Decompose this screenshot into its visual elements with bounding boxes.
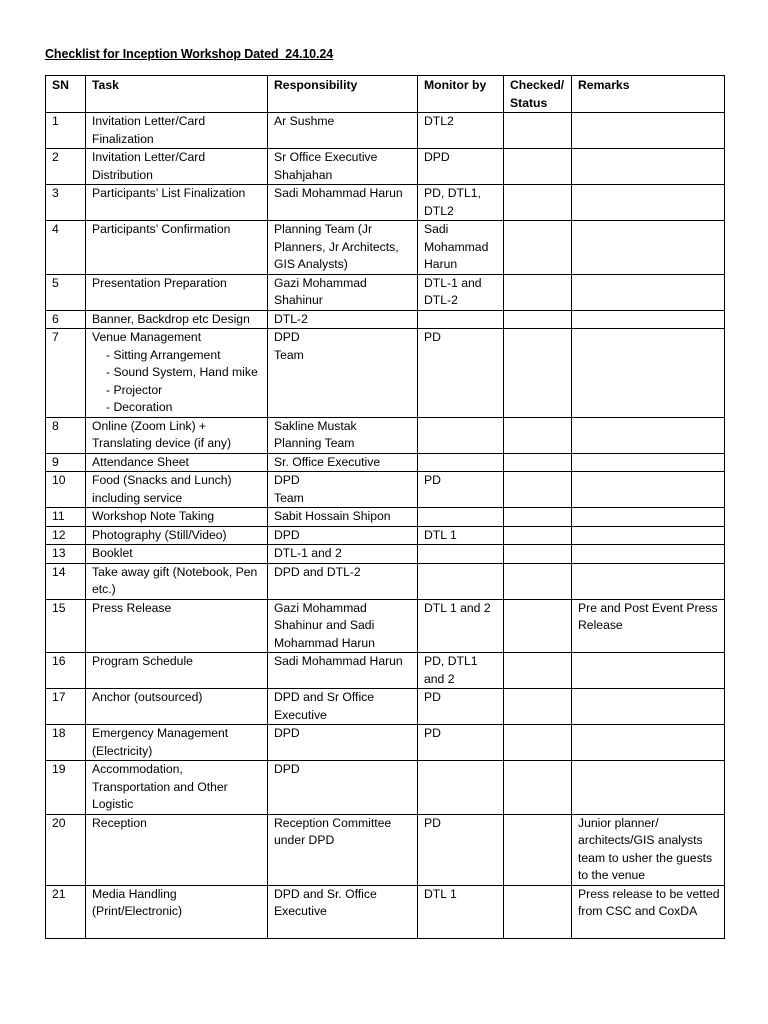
cell-checked-status[interactable] xyxy=(504,563,572,599)
cell-monitor-by: PD, DTL1, DTL2 xyxy=(418,185,504,221)
cell-remarks: Pre and Post Event Press Release xyxy=(572,599,725,653)
cell-checked-status[interactable] xyxy=(504,508,572,527)
table-row xyxy=(46,599,725,653)
table-row xyxy=(46,761,725,815)
table-row xyxy=(46,113,725,149)
task-label: Booklet xyxy=(92,546,133,560)
checklist-table xyxy=(45,75,725,939)
cell-checked-status[interactable] xyxy=(504,274,572,310)
responsibility-label: Sakline Mustak xyxy=(274,418,357,433)
table-row xyxy=(46,310,725,329)
cell-monitor-by: DTL 1 and 2 xyxy=(418,599,504,653)
task-label: Venue Management xyxy=(92,330,202,344)
cell-checked-status[interactable] xyxy=(504,417,572,453)
cell-monitor-by xyxy=(418,417,504,453)
cell-remarks xyxy=(572,221,725,275)
cell-task xyxy=(86,185,268,221)
cell-monitor-by: DPD xyxy=(418,149,504,185)
cell-task xyxy=(86,689,268,725)
table-row xyxy=(46,417,725,453)
cell-checked-status[interactable] xyxy=(504,689,572,725)
cell-remarks xyxy=(572,563,725,599)
responsibility-label: DPD and DTL-2 xyxy=(274,564,361,579)
cell-task xyxy=(86,526,268,545)
table-row xyxy=(46,221,725,275)
responsibility-label: Reception Committee under DPD xyxy=(274,815,392,847)
task-label: Reception xyxy=(92,815,147,830)
task-label: Accommodation, Transportation and Other Logistic xyxy=(92,762,228,811)
cell-responsibility xyxy=(268,689,418,725)
cell-sn: 11 xyxy=(46,508,86,527)
cell-monitor-by xyxy=(418,310,504,329)
table-row xyxy=(46,689,725,725)
cell-sn: 20 xyxy=(46,814,86,885)
responsibility-label: Sabit Hossain Shipon xyxy=(274,509,391,523)
cell-remarks xyxy=(572,113,725,149)
table-row xyxy=(46,149,725,185)
cell-remarks xyxy=(572,545,725,564)
cell-checked-status[interactable] xyxy=(504,113,572,149)
responsibility-label: DTL-1 and 2 xyxy=(274,546,342,560)
cell-task xyxy=(86,563,268,599)
cell-responsibility xyxy=(268,526,418,545)
cell-checked-status[interactable] xyxy=(504,221,572,275)
responsibility-label: DPD xyxy=(274,473,300,487)
cell-sn: 18 xyxy=(46,725,86,761)
task-label: Workshop Note Taking xyxy=(92,509,215,523)
table-row xyxy=(46,814,725,885)
cell-sn: 10 xyxy=(46,472,86,508)
responsibility-label-2: Planning Team xyxy=(274,436,355,450)
cell-monitor-by xyxy=(418,563,504,599)
cell-monitor-by: DTL 1 xyxy=(418,526,504,545)
cell-monitor-by: PD xyxy=(418,689,504,725)
table-row xyxy=(46,472,725,508)
cell-task xyxy=(86,761,268,815)
table-row xyxy=(46,329,725,418)
cell-remarks xyxy=(572,653,725,689)
cell-sn: 2 xyxy=(46,149,86,185)
responsibility-label: Sadi Mohammad Harun xyxy=(274,186,403,200)
cell-remarks xyxy=(572,149,725,185)
cell-monitor-by: PD xyxy=(418,814,504,885)
cell-sn: 7 xyxy=(46,329,86,418)
cell-task xyxy=(86,453,268,472)
cell-remarks xyxy=(572,274,725,310)
cell-responsibility xyxy=(268,761,418,815)
task-label: Presentation Preparation xyxy=(92,275,227,290)
cell-checked-status[interactable] xyxy=(504,761,572,815)
cell-responsibility xyxy=(268,653,418,689)
responsibility-label: Sr Office Executive Shahjahan xyxy=(274,150,378,182)
cell-monitor-by: DTL 1 xyxy=(418,885,504,938)
cell-responsibility xyxy=(268,453,418,472)
cell-task xyxy=(86,725,268,761)
cell-monitor-by xyxy=(418,508,504,527)
cell-sn: 16 xyxy=(46,653,86,689)
subtask-item: - Decoration xyxy=(106,400,173,414)
task-label: Anchor (outsourced) xyxy=(92,690,203,704)
cell-remarks xyxy=(572,472,725,508)
responsibility-label: Sr. Office Executive xyxy=(274,454,381,469)
task-label: Emergency Management (Electricity) xyxy=(92,726,229,758)
responsibility-label: DPD xyxy=(274,726,300,740)
table-row xyxy=(46,545,725,564)
cell-remarks xyxy=(572,526,725,545)
cell-task xyxy=(86,417,268,453)
header-checked-status: Checked/ Status xyxy=(504,76,572,113)
cell-checked-status[interactable] xyxy=(504,545,572,564)
document-title: Checklist for Inception Workshop Dated 24.10.24 xyxy=(45,47,334,61)
task-label: Banner, Backdrop etc Design xyxy=(92,311,250,326)
cell-sn: 4 xyxy=(46,221,86,275)
cell-task xyxy=(86,274,268,310)
table-row xyxy=(46,453,725,472)
table-row xyxy=(46,725,725,761)
cell-sn: 14 xyxy=(46,563,86,599)
cell-task xyxy=(86,329,268,418)
table-row xyxy=(46,508,725,527)
task-label: Food (Snacks and Lunch) including service xyxy=(92,473,232,505)
responsibility-label: DPD xyxy=(274,527,300,542)
cell-responsibility xyxy=(268,508,418,527)
header-monitor-by: Monitor by xyxy=(418,76,504,113)
cell-checked-status[interactable] xyxy=(504,653,572,689)
cell-monitor-by: DTL2 xyxy=(418,113,504,149)
table-row xyxy=(46,526,725,545)
cell-remarks xyxy=(572,761,725,815)
cell-checked-status[interactable] xyxy=(504,526,572,545)
responsibility-label: DPD and Sr. Office Executive xyxy=(274,886,377,918)
cell-responsibility xyxy=(268,113,418,149)
table-header-row xyxy=(46,76,725,113)
cell-responsibility xyxy=(268,310,418,329)
cell-responsibility xyxy=(268,149,418,185)
task-label: Online (Zoom Link) + Translating device (if any) xyxy=(92,418,232,450)
cell-checked-status[interactable] xyxy=(504,814,572,885)
cell-checked-status[interactable] xyxy=(504,310,572,329)
responsibility-label: DPD xyxy=(274,762,300,776)
cell-monitor-by: PD xyxy=(418,329,504,418)
responsibility-label-2: Team xyxy=(274,490,304,505)
cell-monitor-by xyxy=(418,761,504,815)
responsibility-label: Planning Team (Jr Planners, Jr Architects, GIS Analysts) xyxy=(274,222,399,271)
cell-monitor-by xyxy=(418,453,504,472)
cell-task xyxy=(86,149,268,185)
cell-monitor-by: DTL-1 and DTL-2 xyxy=(418,274,504,310)
cell-checked-status[interactable] xyxy=(504,453,572,472)
cell-remarks xyxy=(572,185,725,221)
cell-monitor-by: PD xyxy=(418,725,504,761)
cell-sn: 13 xyxy=(46,545,86,564)
cell-sn: 3 xyxy=(46,185,86,221)
cell-checked-status[interactable] xyxy=(504,185,572,221)
cell-responsibility xyxy=(268,545,418,564)
cell-sn: 12 xyxy=(46,526,86,545)
cell-sn: 15 xyxy=(46,599,86,653)
cell-task xyxy=(86,113,268,149)
cell-sn: 21 xyxy=(46,885,86,938)
cell-task xyxy=(86,814,268,885)
task-label: Invitation Letter/Card Distribution xyxy=(92,150,206,182)
subtask-item: - Projector xyxy=(106,382,163,397)
cell-task xyxy=(86,508,268,527)
responsibility-label: DPD and Sr Office Executive xyxy=(274,690,375,722)
cell-remarks xyxy=(572,417,725,453)
cell-task xyxy=(86,221,268,275)
cell-task xyxy=(86,545,268,564)
header-task: Task xyxy=(86,76,268,113)
cell-task xyxy=(86,885,268,938)
task-label: Participants’ List Finalization xyxy=(92,186,246,200)
cell-task xyxy=(86,310,268,329)
cell-remarks xyxy=(572,310,725,329)
cell-remarks xyxy=(572,508,725,527)
table-row xyxy=(46,653,725,689)
cell-remarks xyxy=(572,453,725,472)
cell-task xyxy=(86,472,268,508)
cell-responsibility xyxy=(268,725,418,761)
cell-responsibility xyxy=(268,885,418,938)
cell-sn: 1 xyxy=(46,113,86,149)
task-label: Participants’ Confirmation xyxy=(92,222,231,236)
header-responsibility: Responsibility xyxy=(268,76,418,113)
table-row xyxy=(46,885,725,938)
task-label: Press Release xyxy=(92,600,172,615)
responsibility-label: Sadi Mohammad Harun xyxy=(274,654,403,668)
cell-responsibility xyxy=(268,814,418,885)
task-label: Take away gift (Notebook, Pen etc.) xyxy=(92,564,258,596)
cell-monitor-by: PD xyxy=(418,472,504,508)
cell-responsibility xyxy=(268,185,418,221)
cell-responsibility xyxy=(268,274,418,310)
subtask-item: - Sound System, Hand mike xyxy=(106,365,258,379)
cell-remarks: Press release to be vetted from CSC and CoxDA xyxy=(572,885,725,938)
header-sn: SN xyxy=(46,76,86,113)
cell-monitor-by xyxy=(418,545,504,564)
cell-monitor-by: Sadi Mohammad Harun xyxy=(418,221,504,275)
cell-remarks: Junior planner/ architects/GIS analysts team to usher the guests to the venue xyxy=(572,814,725,885)
cell-task xyxy=(86,653,268,689)
cell-checked-status[interactable] xyxy=(504,725,572,761)
cell-sn: 17 xyxy=(46,689,86,725)
cell-checked-status[interactable] xyxy=(504,149,572,185)
table-row xyxy=(46,185,725,221)
responsibility-label: Gazi Mohammad Shahinur and Sadi Mohammad Harun xyxy=(274,600,375,650)
cell-responsibility xyxy=(268,417,418,453)
cell-monitor-by: PD, DTL1 and 2 xyxy=(418,653,504,689)
table-row xyxy=(46,274,725,310)
cell-responsibility xyxy=(268,563,418,599)
responsibility-label: Gazi Mohammad Shahinur xyxy=(274,275,367,307)
table-row xyxy=(46,563,725,599)
task-label: Photography (Still/Video) xyxy=(92,527,227,542)
task-label: Program Schedule xyxy=(92,654,193,668)
task-label: Media Handling (Print/Electronic) xyxy=(92,886,183,918)
task-label: Attendance Sheet xyxy=(92,454,189,469)
cell-checked-status[interactable] xyxy=(504,599,572,653)
cell-sn: 5 xyxy=(46,274,86,310)
responsibility-label: DPD xyxy=(274,330,300,344)
responsibility-label-2: Team xyxy=(274,347,304,362)
cell-sn: 9 xyxy=(46,453,86,472)
cell-remarks xyxy=(572,725,725,761)
cell-responsibility xyxy=(268,221,418,275)
header-remarks: Remarks xyxy=(572,76,725,113)
cell-sn: 8 xyxy=(46,417,86,453)
cell-checked-status[interactable] xyxy=(504,885,572,938)
cell-responsibility xyxy=(268,329,418,418)
responsibility-label: Ar Sushme xyxy=(274,114,335,128)
responsibility-label: DTL-2 xyxy=(274,311,308,326)
cell-sn: 19 xyxy=(46,761,86,815)
task-label: Invitation Letter/Card Finalization xyxy=(92,114,206,146)
cell-responsibility xyxy=(268,599,418,653)
cell-checked-status[interactable] xyxy=(504,472,572,508)
cell-checked-status[interactable] xyxy=(504,329,572,418)
subtask-item: - Sitting Arrangement xyxy=(106,347,221,362)
cell-sn: 6 xyxy=(46,310,86,329)
cell-remarks xyxy=(572,689,725,725)
cell-responsibility xyxy=(268,472,418,508)
cell-remarks xyxy=(572,329,725,418)
cell-task xyxy=(86,599,268,653)
